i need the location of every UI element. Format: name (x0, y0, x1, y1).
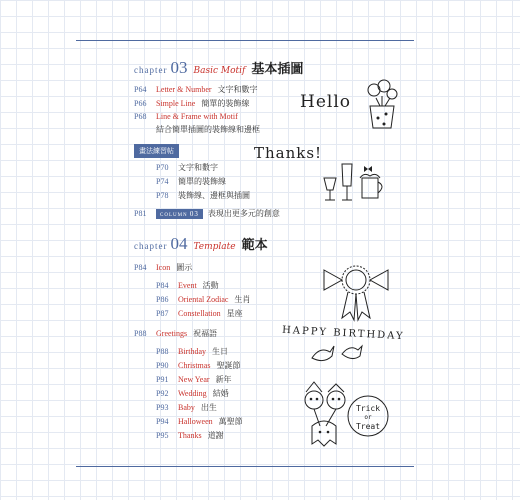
toc-entry-continuation (156, 124, 260, 135)
entry-title-en: New Year (178, 375, 210, 384)
entry-title-zh: 星座 (226, 309, 243, 318)
chapter-number: 03 (170, 58, 188, 77)
toc-entry[interactable] (156, 308, 243, 319)
toc-entry[interactable] (156, 176, 226, 187)
toc-entry[interactable] (134, 84, 258, 95)
page-number: P84 (156, 281, 169, 290)
page-number: P93 (156, 403, 169, 412)
page-number: P88 (134, 329, 147, 338)
entry-title-zh: 萬聖節 (218, 417, 243, 426)
halloween-balloons-illustration (300, 382, 352, 450)
chapter-title-zh: 基本插圖 (251, 62, 304, 77)
chapter-label: chapter (134, 241, 168, 251)
page-number: P64 (134, 85, 147, 94)
chapter-03-heading (134, 58, 303, 78)
column-badge (156, 209, 203, 219)
birds-illustration (310, 340, 366, 366)
chapter-subtitle-en: Basic Motif (193, 66, 246, 76)
entry-title-en: Thanks (178, 431, 202, 440)
entry-title-zh: 道謝 (207, 431, 224, 440)
toc-entry[interactable] (156, 416, 243, 427)
or-text: or (364, 414, 372, 421)
page-number: P84 (134, 263, 147, 272)
toc-entry-column[interactable] (134, 208, 280, 219)
toc-entry[interactable] (134, 328, 217, 339)
entry-title-en: Letter & Number (156, 85, 212, 94)
entry-title-en: Line & Frame with Motif (156, 112, 238, 121)
toc-entry[interactable] (156, 430, 224, 441)
toc-entry[interactable] (134, 112, 244, 121)
entry-title-en: Wedding (178, 389, 207, 398)
chapter-number: 04 (170, 234, 188, 253)
entry-title-zh: 新年 (215, 375, 232, 384)
entry-title-en: Baby (178, 403, 195, 412)
entry-title-zh: 表現出更多元的創意 (207, 209, 280, 218)
toc-entry[interactable] (156, 280, 219, 291)
rosette-badge-illustration (322, 262, 390, 322)
hello-illustration-text: Hello (300, 92, 351, 112)
page-number: P88 (156, 347, 169, 356)
page-number: P78 (156, 191, 169, 200)
top-rule (76, 40, 414, 41)
practice-badge: 畫法練習帖 (134, 144, 179, 158)
chapter-title-zh: 範本 (241, 238, 268, 253)
page-number: P66 (134, 99, 147, 108)
entry-title-zh: 簡單的裝飾線 (201, 99, 250, 108)
page-number: P95 (156, 431, 169, 440)
toc-entry[interactable] (156, 374, 232, 385)
column-badge-word: COLUMN (160, 213, 188, 219)
entry-title-zh: 結婚 (212, 389, 229, 398)
page-number: P87 (156, 309, 169, 318)
entry-title-zh: 生日 (212, 347, 228, 356)
toc-entry[interactable] (156, 294, 250, 305)
drinks-illustration (320, 160, 390, 208)
page-number: P90 (156, 361, 169, 370)
page-number: P74 (156, 177, 169, 186)
trick-text: Trick (355, 404, 381, 413)
toc-entry[interactable] (156, 402, 217, 413)
flower-pot-illustration (362, 78, 402, 136)
page-number: P68 (134, 112, 147, 121)
entry-title-zh: 文字和數字 (217, 85, 258, 94)
entry-title-en: Greetings (156, 329, 188, 338)
page-number: P86 (156, 295, 169, 304)
page-number: P92 (156, 389, 169, 398)
entry-title-zh: 裝飾線、邊框與插圖 (178, 191, 250, 200)
entry-title-en: Constellation (178, 309, 221, 318)
thanks-illustration-text: Thanks! (254, 144, 323, 162)
chapter-subtitle-en: Template (193, 242, 236, 252)
entry-title-zh: 結合簡單插圖的裝飾線和邊框 (156, 125, 260, 134)
toc-entry[interactable] (134, 262, 192, 273)
entry-title-zh: 生肖 (234, 295, 251, 304)
entry-title-zh: 圖示 (176, 263, 193, 272)
bottom-rule (76, 466, 414, 467)
entry-title-en: Oriental Zodiac (178, 295, 229, 304)
column-badge-number: 03 (189, 210, 199, 219)
page-number: P91 (156, 375, 169, 384)
chapter-04-heading (134, 234, 268, 254)
entry-title-zh: 文字和數字 (178, 163, 218, 172)
page-number: P94 (156, 417, 169, 426)
toc-entry[interactable] (156, 190, 250, 201)
entry-title-en: Icon (156, 263, 171, 272)
toc-entry[interactable] (134, 98, 249, 109)
chapter-label: chapter (134, 65, 168, 75)
entry-title-zh: 聖誕節 (216, 361, 241, 370)
happy-birthday-illustration-text: HAPPY BIRTHDAY (281, 324, 405, 343)
entry-title-en: Simple Line (156, 99, 196, 108)
toc-entry[interactable] (156, 162, 218, 173)
entry-title-en: Christmas (178, 361, 211, 370)
entry-title-zh: 活動 (202, 281, 219, 290)
toc-entry[interactable] (156, 360, 240, 371)
toc-entry[interactable] (156, 346, 228, 357)
entry-title-en: Birthday (178, 347, 206, 356)
entry-title-zh: 祝福語 (193, 329, 218, 338)
treat-text: Treat (355, 422, 381, 431)
entry-title-zh: 出生 (200, 403, 217, 412)
page-number: P70 (156, 163, 169, 172)
entry-title-en: Halloween (178, 417, 213, 426)
trick-or-treat-text (350, 404, 386, 431)
entry-title-en: Event (178, 281, 197, 290)
toc-entry[interactable] (156, 388, 229, 399)
entry-title-zh: 簡單的裝飾線 (178, 177, 226, 186)
page-number: P81 (134, 209, 147, 218)
